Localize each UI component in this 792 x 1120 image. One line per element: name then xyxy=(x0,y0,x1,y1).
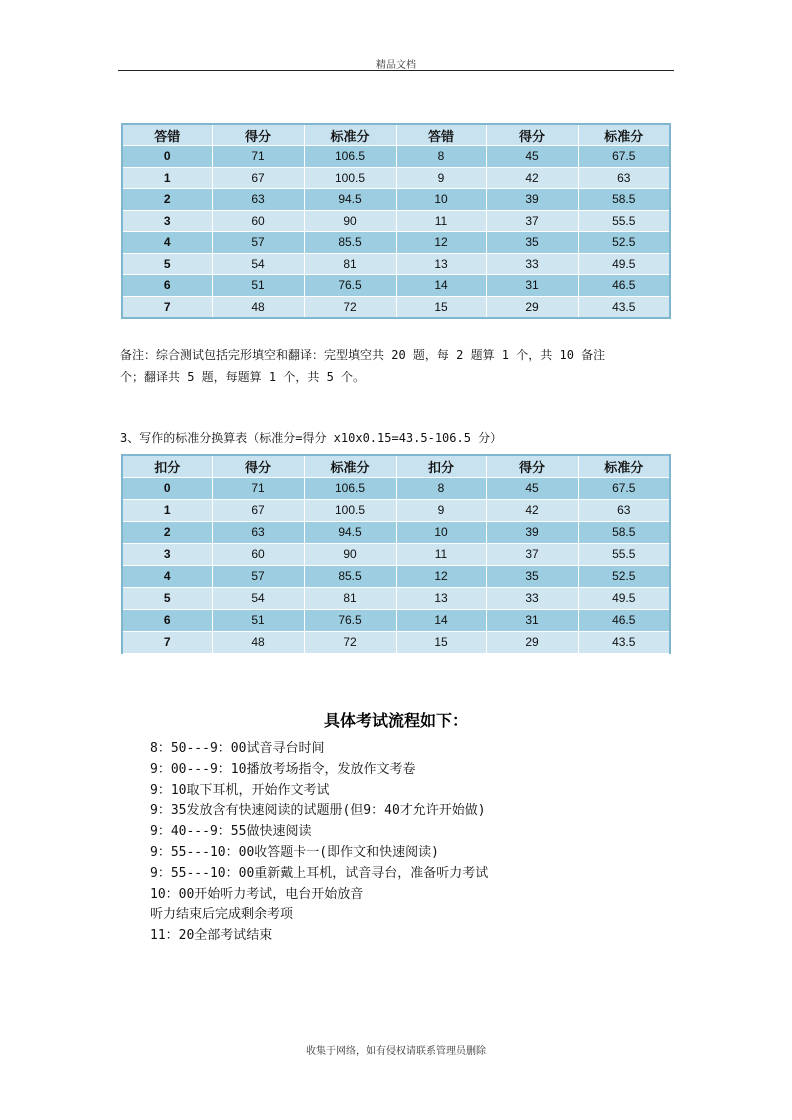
table-cell: 49.5 xyxy=(578,587,670,609)
table-cell: 54 xyxy=(212,587,304,609)
table-cell: 94.5 xyxy=(304,189,396,211)
table-cell: 35 xyxy=(486,232,578,254)
table-cell: 100.5 xyxy=(304,167,396,189)
table-cell: 71 xyxy=(212,477,304,499)
table-cell: 63 xyxy=(212,189,304,211)
table-body xyxy=(122,146,670,318)
table-cell: 2 xyxy=(122,189,212,211)
note-line: 备注：综合测试包括完形填空和翻译：完型填空共 20 题，每 2 题算 1 个，共 10 备注 xyxy=(120,348,606,362)
table-cell: 48 xyxy=(212,631,304,653)
schedule-item: 9：00---9：10播放考场指令，发放作文考卷 xyxy=(150,761,416,777)
note-line: 个；翻译共 5 题，每题算 1 个，共 5 个。 xyxy=(120,370,366,384)
table-cell: 49.5 xyxy=(578,253,670,275)
table-cell: 106.5 xyxy=(304,146,396,168)
table-cell: 72 xyxy=(304,631,396,653)
table-cell: 35 xyxy=(486,565,578,587)
table-cell: 6 xyxy=(122,275,212,297)
header-cell: 答错 xyxy=(122,124,212,146)
header-cell: 扣分 xyxy=(122,455,212,477)
schedule-list xyxy=(150,739,488,947)
table-cell: 51 xyxy=(212,275,304,297)
table-row xyxy=(122,609,670,631)
table-cell: 12 xyxy=(396,565,486,587)
table-cell: 14 xyxy=(396,275,486,297)
table-cell: 106.5 xyxy=(304,477,396,499)
header-cell: 标准分 xyxy=(304,455,396,477)
table-body xyxy=(122,477,670,653)
table-cell: 39 xyxy=(486,521,578,543)
table-cell: 90 xyxy=(304,210,396,232)
schedule-item: 11：20全部考试结束 xyxy=(150,928,273,944)
table-cell: 37 xyxy=(486,543,578,565)
header-cell: 答错 xyxy=(396,124,486,146)
table-cell: 63 xyxy=(578,499,670,521)
table-cell: 7 xyxy=(122,296,212,318)
table-cell: 39 xyxy=(486,189,578,211)
table-cell: 52.5 xyxy=(578,232,670,254)
table-cell: 85.5 xyxy=(304,565,396,587)
table-cell: 85.5 xyxy=(304,232,396,254)
schedule-item: 10：00开始听力考试，电台开始放音 xyxy=(150,886,364,902)
schedule-item: 听力结束后完成剩余考项 xyxy=(150,907,294,923)
table-row xyxy=(122,477,670,499)
table-cell: 67.5 xyxy=(578,477,670,499)
table-cell: 11 xyxy=(396,210,486,232)
table-cell: 52.5 xyxy=(578,565,670,587)
table-cell: 0 xyxy=(122,146,212,168)
table-row xyxy=(122,587,670,609)
header-cell: 得分 xyxy=(212,124,304,146)
table-row xyxy=(122,499,670,521)
table-cell: 13 xyxy=(396,587,486,609)
table-cell: 9 xyxy=(396,499,486,521)
table-cell: 46.5 xyxy=(578,275,670,297)
table-cell: 55.5 xyxy=(578,210,670,232)
table-cell: 43.5 xyxy=(578,296,670,318)
table-cell: 45 xyxy=(486,477,578,499)
table-cell: 55.5 xyxy=(578,543,670,565)
table-cell: 9 xyxy=(396,167,486,189)
table-cell: 15 xyxy=(396,631,486,653)
score-table-1 xyxy=(121,123,671,319)
table-cell: 31 xyxy=(486,275,578,297)
table-cell: 90 xyxy=(304,543,396,565)
table-cell: 81 xyxy=(304,587,396,609)
header-cell: 得分 xyxy=(486,124,578,146)
table-cell: 1 xyxy=(122,167,212,189)
table-cell: 7 xyxy=(122,631,212,653)
table-cell: 63 xyxy=(578,167,670,189)
table-cell: 48 xyxy=(212,296,304,318)
table-cell: 3 xyxy=(122,543,212,565)
table-cell: 8 xyxy=(396,477,486,499)
header-cell: 扣分 xyxy=(396,455,486,477)
table-row xyxy=(122,521,670,543)
table-cell: 67.5 xyxy=(578,146,670,168)
schedule-item: 9：55---10：00重新戴上耳机，试音寻台，准备听力考试 xyxy=(150,865,489,881)
table-header-row xyxy=(122,455,670,477)
table-cell: 6 xyxy=(122,609,212,631)
table-cell: 67 xyxy=(212,499,304,521)
table-cell: 4 xyxy=(122,232,212,254)
table-cell: 94.5 xyxy=(304,521,396,543)
flow-title: 具体考试流程如下： xyxy=(323,711,468,730)
table-cell: 43.5 xyxy=(578,631,670,653)
table-row xyxy=(122,253,670,275)
table-cell: 5 xyxy=(122,253,212,275)
table-row xyxy=(122,631,670,653)
table-cell: 11 xyxy=(396,543,486,565)
table-cell: 10 xyxy=(396,521,486,543)
note-paragraph xyxy=(120,344,675,388)
table-row xyxy=(122,189,670,211)
schedule-item: 9：40---9：55做快速阅读 xyxy=(150,824,312,840)
table-cell: 45 xyxy=(486,146,578,168)
table-cell: 31 xyxy=(486,609,578,631)
table-cell: 60 xyxy=(212,210,304,232)
table-cell: 37 xyxy=(486,210,578,232)
table-cell: 58.5 xyxy=(578,521,670,543)
table-cell: 54 xyxy=(212,253,304,275)
table-cell: 33 xyxy=(486,253,578,275)
table-row xyxy=(122,210,670,232)
table-cell: 51 xyxy=(212,609,304,631)
footer-text: 收集于网络，如有侵权请联系管理员删除 xyxy=(306,1046,486,1057)
header-cell: 得分 xyxy=(486,455,578,477)
table-row xyxy=(122,543,670,565)
table-row xyxy=(122,146,670,168)
table-cell: 76.5 xyxy=(304,275,396,297)
table-cell: 100.5 xyxy=(304,499,396,521)
table-cell: 42 xyxy=(486,167,578,189)
table-cell: 4 xyxy=(122,565,212,587)
table-cell: 2 xyxy=(122,521,212,543)
header-cell: 标准分 xyxy=(304,124,396,146)
header-cell: 标准分 xyxy=(578,124,670,146)
header-divider xyxy=(118,70,674,71)
table-cell: 15 xyxy=(396,296,486,318)
table-cell: 71 xyxy=(212,146,304,168)
table-row xyxy=(122,275,670,297)
table-row xyxy=(122,565,670,587)
header-text: 精品文档 xyxy=(376,60,416,71)
table-row xyxy=(122,167,670,189)
table-cell: 46.5 xyxy=(578,609,670,631)
section-title: 3、写作的标准分换算表（标准分=得分 x10x0.15=43.5-106.5 分） xyxy=(120,431,503,445)
table-cell: 12 xyxy=(396,232,486,254)
table-cell: 67 xyxy=(212,167,304,189)
table-cell: 81 xyxy=(304,253,396,275)
table-cell: 72 xyxy=(304,296,396,318)
schedule-item: 9：10取下耳机，开始作文考试 xyxy=(150,782,330,798)
table-cell: 10 xyxy=(396,189,486,211)
table-cell: 76.5 xyxy=(304,609,396,631)
table-row xyxy=(122,296,670,318)
header-cell: 标准分 xyxy=(578,455,670,477)
table-cell: 14 xyxy=(396,609,486,631)
schedule-item: 9：55---10：00收答题卡一(即作文和快速阅读) xyxy=(150,844,439,860)
table-cell: 3 xyxy=(122,210,212,232)
table-cell: 0 xyxy=(122,477,212,499)
table-cell: 5 xyxy=(122,587,212,609)
header-cell: 得分 xyxy=(212,455,304,477)
score-table-2 xyxy=(121,454,671,654)
table-cell: 60 xyxy=(212,543,304,565)
table-row xyxy=(122,232,670,254)
table-cell: 57 xyxy=(212,565,304,587)
table-cell: 1 xyxy=(122,499,212,521)
table-cell: 42 xyxy=(486,499,578,521)
table-cell: 58.5 xyxy=(578,189,670,211)
table-cell: 29 xyxy=(486,296,578,318)
table-cell: 63 xyxy=(212,521,304,543)
table-cell: 33 xyxy=(486,587,578,609)
table-cell: 13 xyxy=(396,253,486,275)
schedule-item: 8：50---9：00试音寻台时间 xyxy=(150,741,325,756)
schedule-item: 9：35发放含有快速阅读的试题册(但9：40才允许开始做) xyxy=(150,803,486,819)
table-cell: 8 xyxy=(396,146,486,168)
table-cell: 57 xyxy=(212,232,304,254)
table-header-row xyxy=(122,124,670,146)
table-cell: 29 xyxy=(486,631,578,653)
